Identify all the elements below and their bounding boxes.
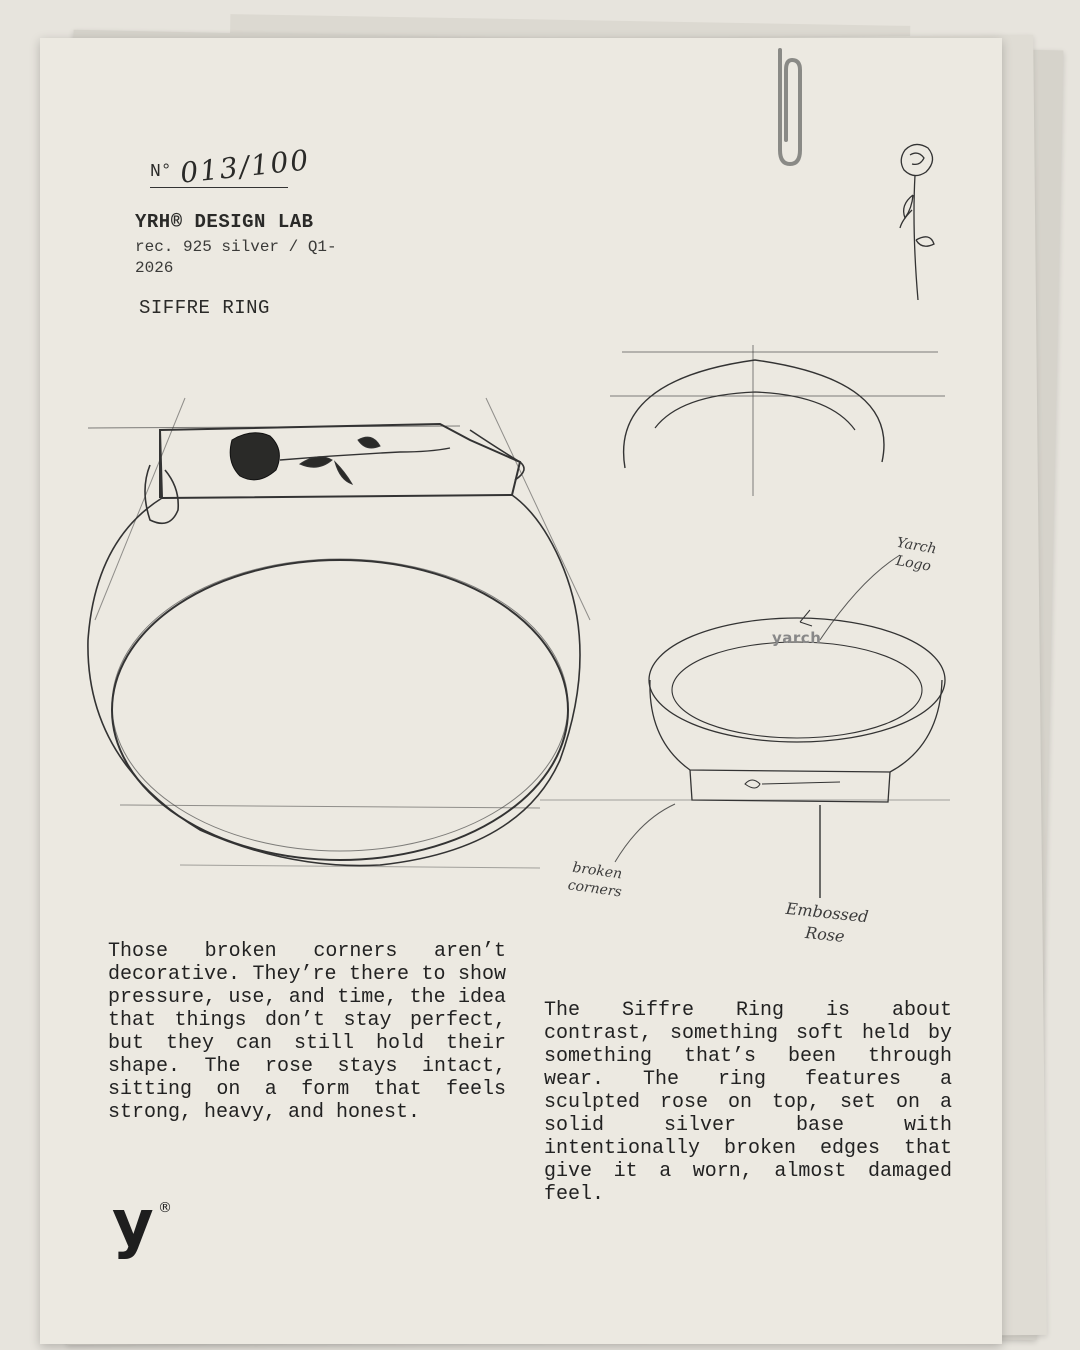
serial-label: N° (150, 162, 172, 182)
corners-note: broken corners (566, 859, 624, 901)
brand-logo: y (112, 1187, 154, 1261)
lab-subtitle: rec. 925 silver / Q1-2026 (135, 238, 337, 277)
ring-sketch-main (88, 398, 590, 868)
ring-sketch-front (610, 345, 945, 496)
product-name: SIFFRE RING (139, 297, 270, 319)
description-left: Those broken corners aren’t decorative. They’re there to show pressure, use, and time, the idea that things don’t stay perfect, but they can still hold their shape. The rose stays intact, sitting on a form that feels strong, heavy, and honest. (108, 940, 506, 1124)
registered-mark: ® (158, 1200, 172, 1216)
engraving-text: yarch (772, 629, 822, 647)
logo-note: Yarch Logo (894, 534, 938, 575)
description-right: The Siffre Ring is about contrast, something soft held by something that’s been through wear. The ring features a sculpted rose on top, set on a solid silver base with intentionally broken edges that give it a worn, almost damaged feel. (544, 999, 952, 1206)
ring-sketch-perspective (540, 555, 950, 898)
serial-value: 013/100 (178, 143, 312, 190)
lab-title: YRH® DESIGN LAB (135, 211, 314, 233)
rose-illustration (900, 144, 934, 300)
rose-note: Embossed Rose (784, 898, 870, 946)
